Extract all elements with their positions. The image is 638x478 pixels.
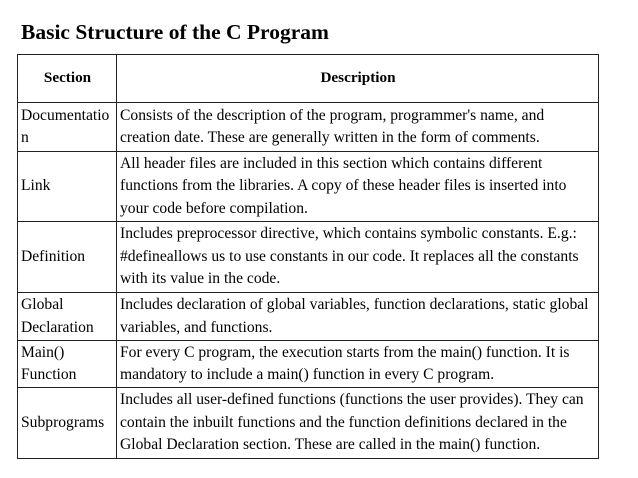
section-cell: Global Declaration	[18, 293, 117, 341]
description-cell: For every C program, the execution starts from the main() function. It is mandatory to include a main() function in every C program.	[117, 341, 599, 388]
description-cell: All header files are included in this section which contains different functions from the libraries. A copy of these header files is inserted into your code before compilation.	[117, 152, 599, 222]
section-cell: Definition	[18, 222, 117, 293]
table-row-main-function	[18, 341, 599, 388]
description-cell: Includes preprocessor directive, which contains symbolic constants. E.g.: #defineallows us to use constants in our code. It replaces all the constants with its value in the code.	[117, 222, 599, 293]
section-cell: Main() Function	[18, 341, 117, 388]
section-cell: Documentation	[18, 103, 117, 152]
table-header-row	[18, 55, 599, 103]
description-cell: Includes all user-defined functions (functions the user provides). They can contain the inbuilt functions and the function definitions declared in the Global Declaration section. These are called in the main() function.	[117, 388, 599, 459]
section-column-header: Section	[18, 55, 117, 103]
structure-table	[17, 54, 599, 459]
page-title: Basic Structure of the C Program	[21, 20, 329, 44]
section-cell: Subprograms	[18, 388, 117, 459]
description-cell: Consists of the description of the program, programmer's name, and creation date. These are generally written in the form of comments.	[117, 103, 599, 152]
table-row-subprograms	[18, 388, 599, 459]
description-cell: Includes declaration of global variables, function declarations, static global variables, and functions.	[117, 293, 599, 341]
section-cell: Link	[18, 152, 117, 222]
table-row-global-declaration	[18, 293, 599, 341]
table-row-link	[18, 152, 599, 222]
table-row-definition	[18, 222, 599, 293]
description-column-header: Description	[117, 55, 599, 103]
table-row-documentation	[18, 103, 599, 152]
